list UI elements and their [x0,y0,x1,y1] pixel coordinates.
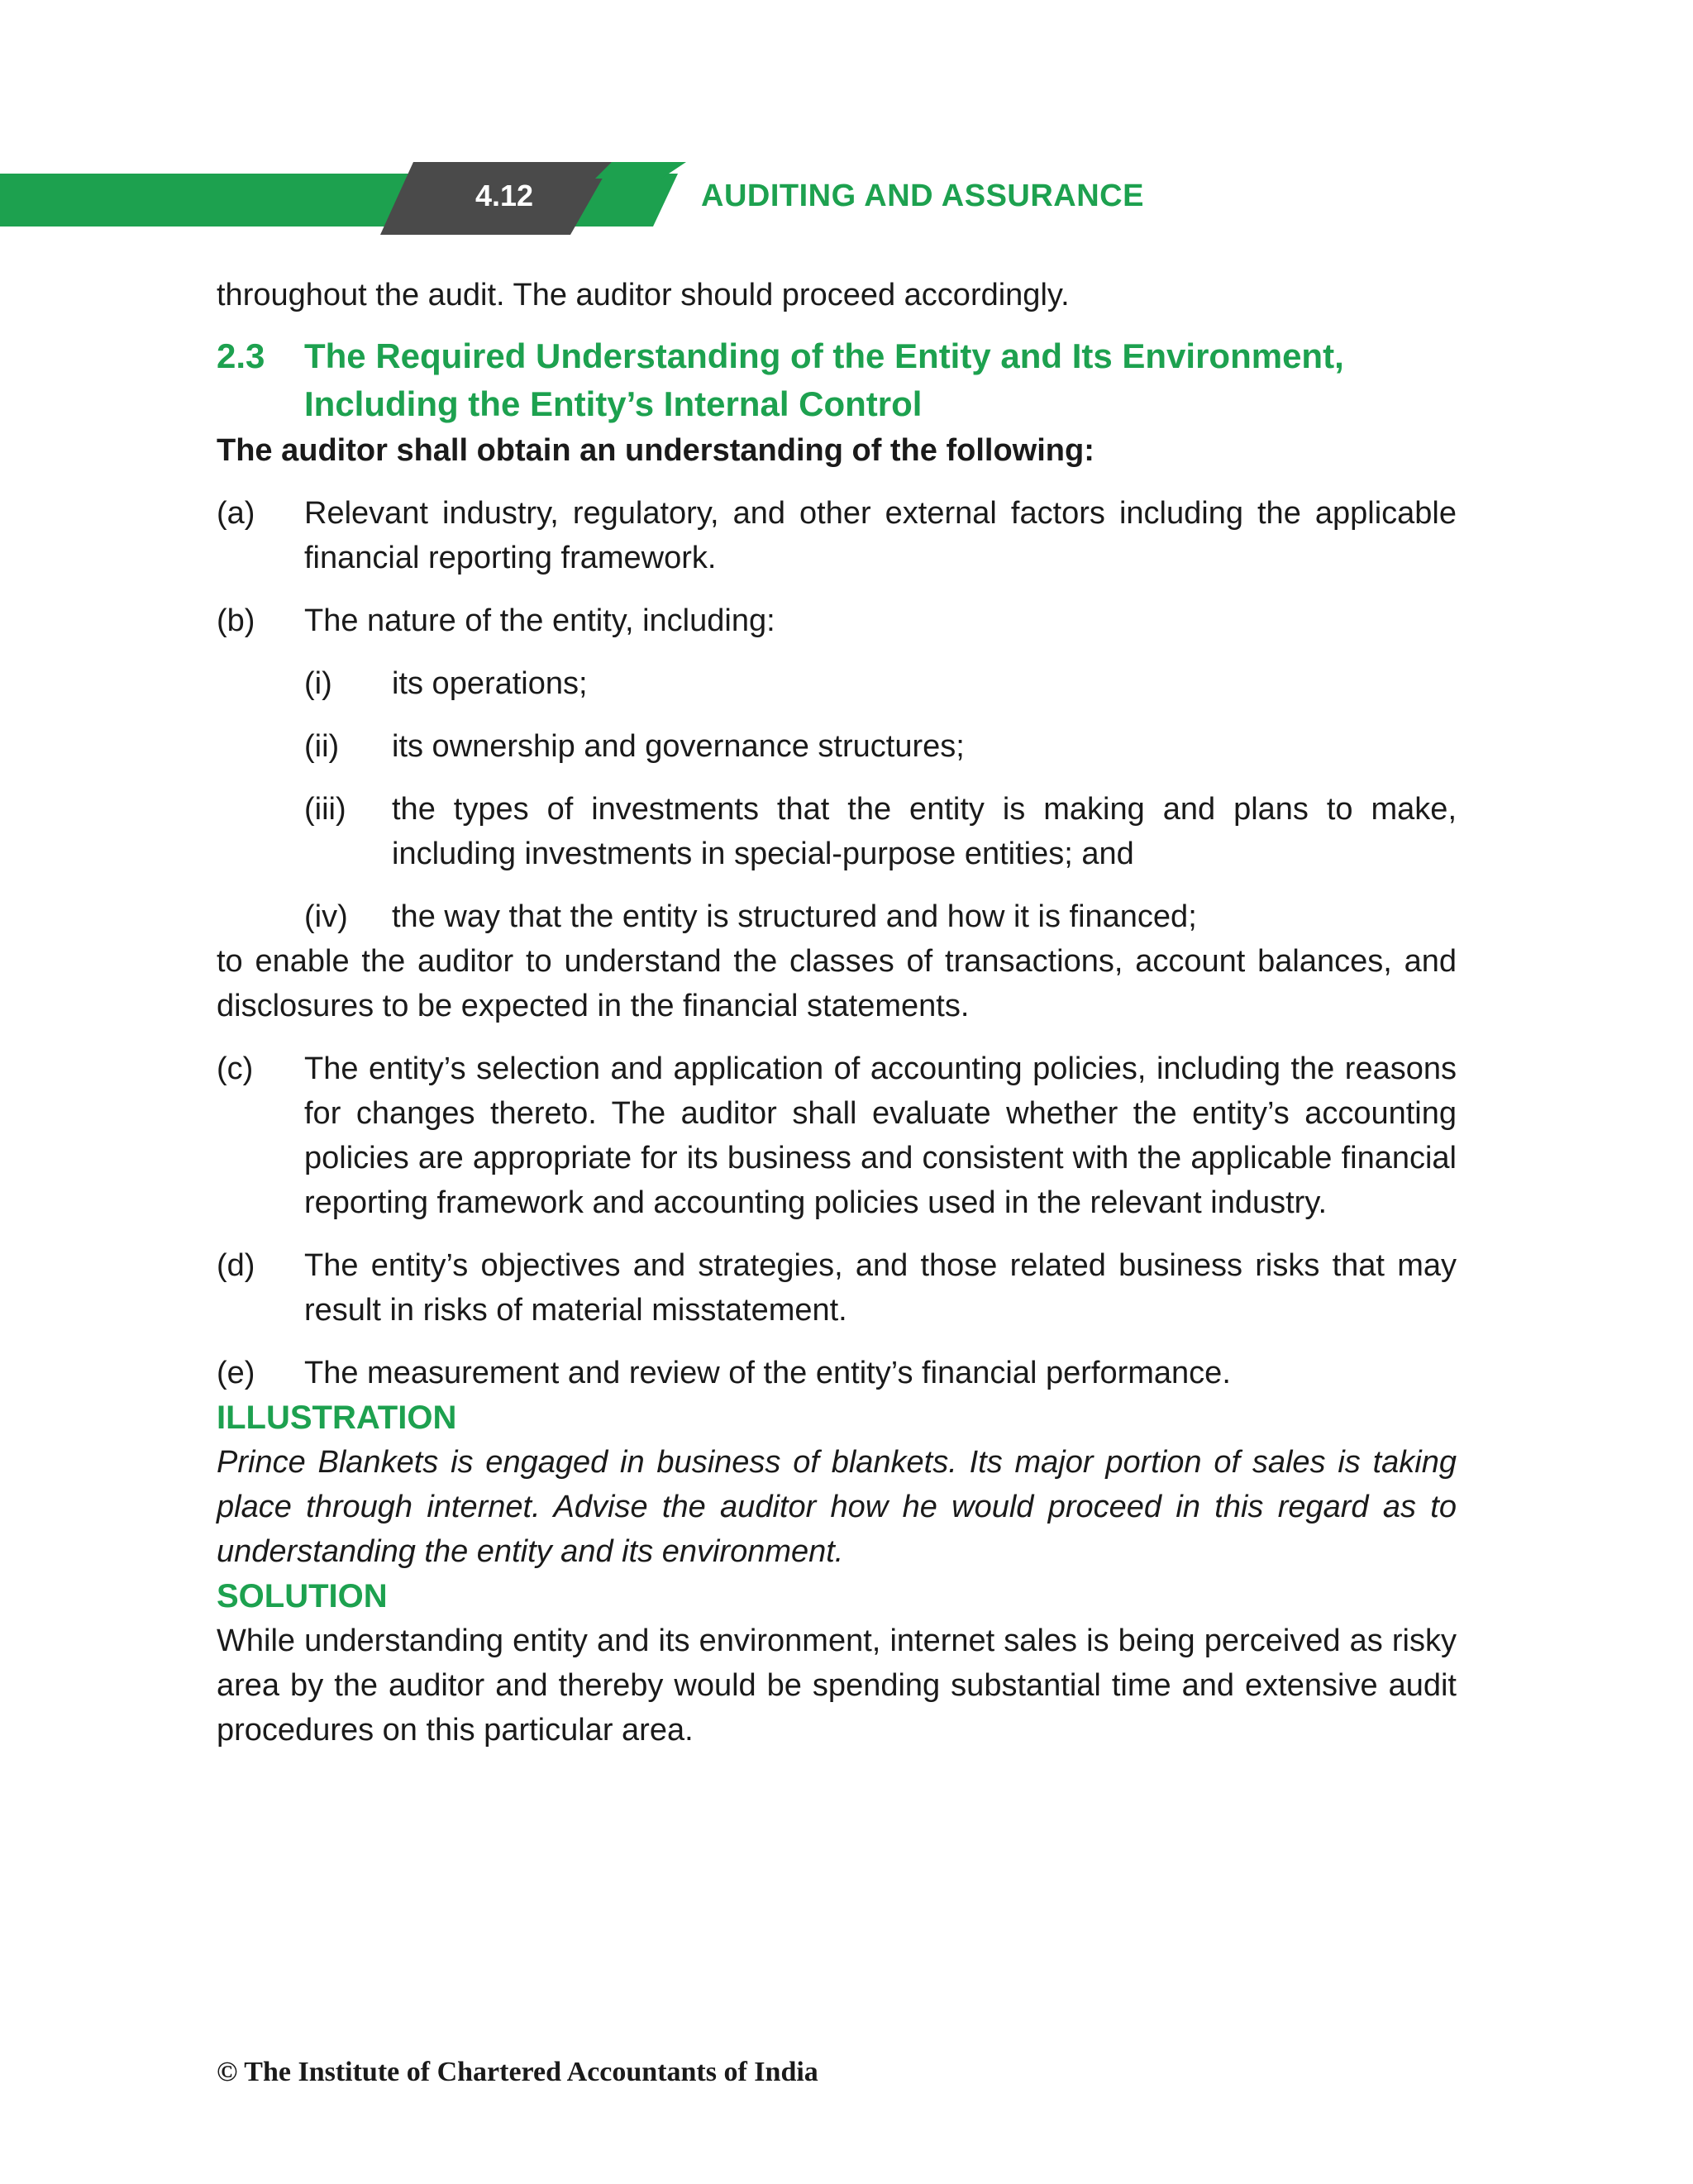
item-label: (e) [217,1356,255,1390]
section-title-line1: The Required Understanding of the Entity and Its Environment, [304,336,1344,375]
sub-item-i [304,661,1457,706]
item-text: Relevant industry, regulatory, and other external factors including the applicable financial reporting framework. [304,496,1457,575]
sub-item-label: (i) [304,666,332,701]
section-title [304,332,1344,428]
item-b-continuation: to enable the auditor to understand the classes of transactions, account balances, and disclosures to be expected in the financial statements. [217,944,1457,1023]
item-text: The entity’s objectives and strategies, and those related business risks that may result in risks of material misstatement. [304,1248,1457,1328]
list-item-e [217,1351,1457,1395]
item-label: (b) [217,603,255,638]
item-label: (d) [217,1248,255,1283]
intro-paragraph: throughout the audit. The auditor should proceed accordingly. [217,278,1070,312]
running-title: AUDITING AND ASSURANCE [701,179,1144,213]
sub-item-text: its ownership and governance structures; [392,729,965,764]
list-item-d [217,1243,1457,1333]
item-text: The nature of the entity, including: [304,603,775,638]
item-text: The entity’s selection and application of accounting policies, including the reasons for changes thereto. The auditor shall evaluate whether the entity’s accounting policies are appropriate for its business and consistent with the applicable financial reporting framework and accounting policies used in the relevant industry. [304,1051,1457,1220]
illustration-heading: ILLUSTRATION [217,1400,457,1436]
sub-item-ii [304,724,1457,769]
sub-item-text: the way that the entity is structured and how it is financed; [392,899,1197,934]
item-label: (c) [217,1051,254,1086]
copyright-footer: © The Institute of Chartered Accountants of India [217,2057,818,2087]
solution-heading: SOLUTION [217,1578,388,1614]
item-label: (a) [217,496,255,531]
section-heading [217,332,1457,428]
page-content [217,273,1457,1752]
page-number: 4.12 [475,179,534,212]
sub-item-label: (iii) [304,792,346,827]
list-item-c [217,1047,1457,1225]
sub-item-label: (iv) [304,899,348,934]
lead-statement: The auditor shall obtain an understanding of the following: [217,433,1094,468]
list-item-a [217,491,1457,580]
sub-item-label: (ii) [304,729,340,764]
list-item-b [217,598,1457,643]
solution-text: While understanding entity and its environment, internet sales is being perceived as risky area by the auditor and thereby would be spending substantial time and extensive audit procedures on this particular area. [217,1624,1457,1748]
section-title-line2: Including the Entity’s Internal Control [304,384,923,423]
page-header [0,162,1693,236]
sub-item-text: the types of investments that the entity is making and plans to make, including investments in special-purpose entities; and [392,792,1457,871]
illustration-text: Prince Blankets is engaged in business of blankets. Its major portion of sales is taking place through internet. Advise the auditor how he would proceed in this regard as to understanding the entity and its environment. [217,1445,1457,1569]
item-text: The measurement and review of the entity’s financial performance. [304,1356,1231,1390]
sub-item-iv [304,894,1457,939]
sub-item-text: its operations; [392,666,588,701]
sub-item-iii [304,787,1457,876]
section-number: 2.3 [217,336,265,375]
